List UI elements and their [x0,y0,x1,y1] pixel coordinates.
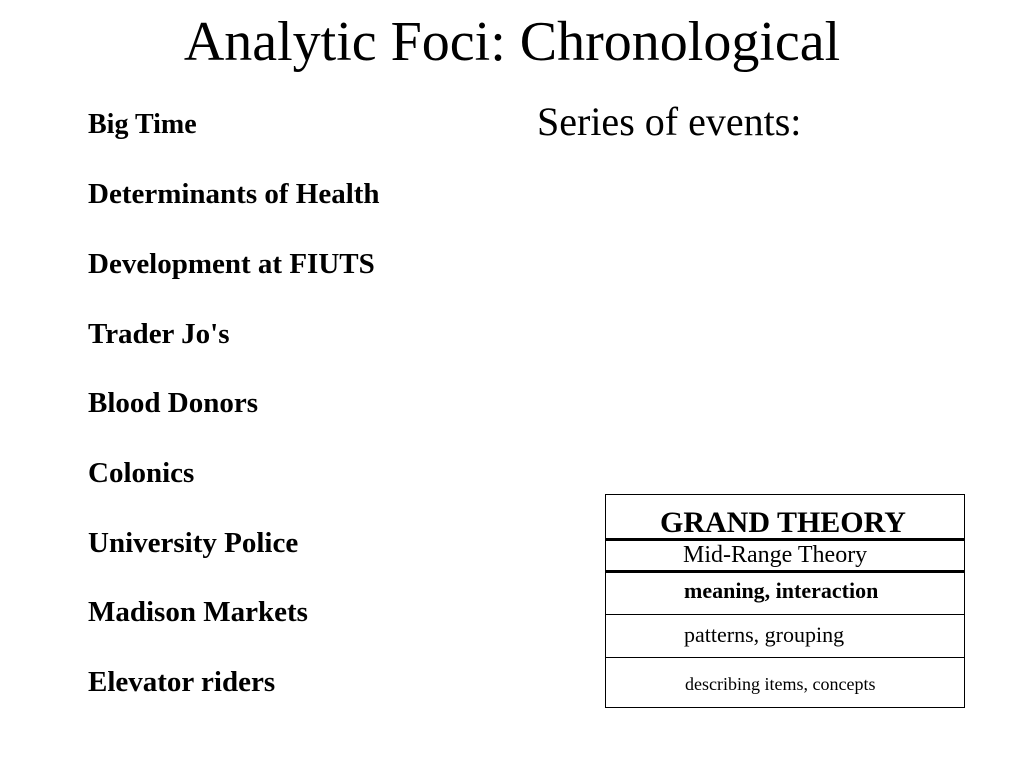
grand-theory-label: GRAND THEORY [660,506,906,539]
theory-level-describing [606,658,964,707]
topic-list [88,0,508,768]
theory-levels-box [605,494,965,708]
topic-item-madison-markets: Madison Markets [88,596,308,628]
topic-item-blood-donors: Blood Donors [88,387,259,419]
topic-item-colonics: Colonics [88,457,195,489]
describing-items-label: describing items, concepts [685,674,876,694]
topic-item-development-at-fiuts: Development at FIUTS [88,248,375,280]
meaning-interaction-label: meaning, interaction [684,578,879,603]
theory-level-grand [606,495,964,541]
mid-range-theory-label: Mid-Range Theory [683,542,868,568]
series-heading: Series of events: [537,99,802,144]
patterns-grouping-label: patterns, grouping [684,622,845,647]
theory-level-meaning [606,573,964,615]
theory-level-patterns [606,615,964,658]
topic-item-university-police: University Police [88,527,299,559]
theory-level-mid-range [606,541,964,573]
topic-item-elevator-riders: Elevator riders [88,666,276,698]
topic-item-big-time: Big Time [88,109,197,140]
topic-item-trader-jos: Trader Jo's [88,318,230,350]
topic-item-determinants-of-health: Determinants of Health [88,178,380,210]
slide-title: Analytic Foci: Chronological [183,11,841,73]
